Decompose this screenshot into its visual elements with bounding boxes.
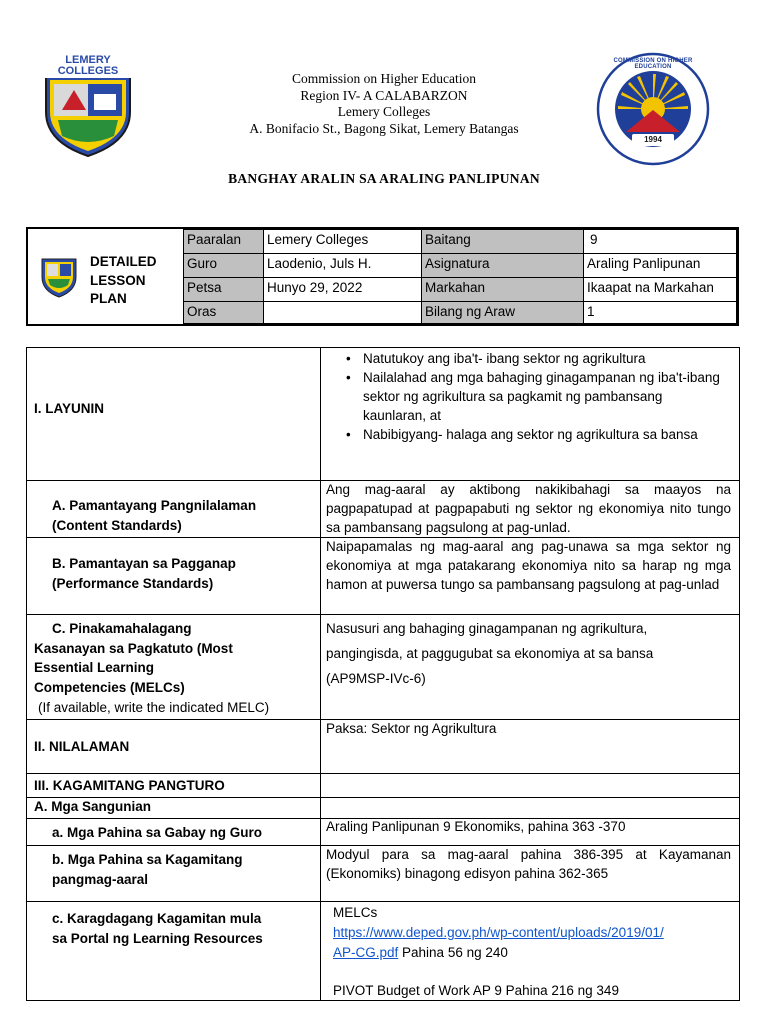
portal-value-line-4: PIVOT Budget of Work AP 9 Pahina 216 ng 349 bbox=[333, 983, 619, 998]
info-value-markahan: Ikaapat na Markahan bbox=[583, 277, 737, 302]
kagamitang-mag-aaral-label-line-1: b. Mga Pahina sa Kagamitang bbox=[52, 852, 243, 867]
dlp-line-1: DETAILED bbox=[90, 254, 157, 269]
letterhead-line-3: Lemery Colleges bbox=[337, 104, 431, 119]
row-divider bbox=[27, 773, 739, 774]
document-title: BANGHAY ARALIN SA ARALING PANLIPUNAN bbox=[228, 171, 540, 186]
info-label-bilang-ng-araw: Bilang ng Araw bbox=[421, 301, 584, 324]
content-standards-label-line-2: (Content Standards) bbox=[52, 517, 182, 533]
info-value-petsa: Hunyo 29, 2022 bbox=[263, 277, 422, 302]
portal-label-line-1: c. Karagdagang Kagamitan mula bbox=[52, 911, 262, 926]
info-label-petsa: Petsa bbox=[183, 277, 264, 302]
ched-seal-year: 1994 bbox=[644, 135, 662, 144]
melcs-note: (If available, write the indicated MELC) bbox=[38, 700, 270, 715]
info-logo-cell bbox=[28, 229, 183, 324]
letterhead-line-2: Region IV- A CALABARZON bbox=[300, 87, 468, 103]
melcs-value-line-3: (AP9MSP-IVc-6) bbox=[326, 671, 426, 686]
row-divider bbox=[27, 901, 739, 902]
info-label-markahan: Markahan bbox=[421, 277, 584, 302]
objective-item: • Natutukoy ang iba't- ibang sektor ng agrikultura bbox=[338, 349, 723, 368]
info-label-guro: Guro bbox=[183, 253, 264, 278]
content-standards-value: Ang mag-aaral ay aktibong nakikibahagi sa maayos na pagpapatupad at pagpapabuti ng sektor ng ekonomiya nito tungo sa pambansang pagsulong at pag-unlad. bbox=[326, 482, 731, 535]
melcs-label-line-2: Kasanayan sa Pagkatuto (Most bbox=[34, 640, 233, 656]
nilalaman-label: II. NILALAMAN bbox=[34, 739, 130, 754]
portal-value bbox=[333, 903, 733, 1001]
melcs-label-line-4: Competencies (MELCs) bbox=[34, 679, 185, 695]
melcs-value-line-1: Nasusuri ang bahaging ginagampanan ng agrikultura, bbox=[326, 621, 648, 636]
kagamitang-mag-aaral-label bbox=[52, 850, 243, 889]
small-lemery-logo bbox=[38, 247, 80, 299]
performance-standards-value: Naipapamalas ng mag-aaral ang pag-unawa sa mga sektor ng ekonomiya at mga patakarang ekonomiya nito sa harap ng mga hamon at puwersa tungo sa pambansang pagsulong at pag-unlad bbox=[326, 539, 731, 592]
lesson-plan-table bbox=[26, 347, 740, 1001]
sanggunian-label: A. Mga Sangunian bbox=[34, 799, 152, 814]
info-value-oras bbox=[263, 301, 422, 324]
dlp-line-3: PLAN bbox=[90, 291, 127, 306]
info-value-bilang-ng-araw: 1 bbox=[583, 301, 737, 324]
info-label-oras: Oras bbox=[183, 301, 264, 324]
column-divider bbox=[320, 348, 321, 1000]
melcs-label-line-1: C. Pinakamahalagang bbox=[52, 621, 192, 636]
portal-value-line-1: MELCs bbox=[333, 905, 378, 920]
kagamitang-mag-aaral-label-line-2: pangmag-aaral bbox=[52, 871, 149, 887]
portal-label-line-2: sa Portal ng Learning Resources bbox=[52, 930, 263, 946]
gabay-label: a. Mga Pahina sa Gabay ng Guro bbox=[52, 825, 263, 840]
portal-label bbox=[52, 909, 263, 948]
melcs-link-continued[interactable]: AP-CG.pdf bbox=[333, 945, 399, 960]
info-label-baitang: Baitang bbox=[421, 229, 584, 254]
content-standards-label-line-1: A. Pamantayang Pangnilalaman bbox=[52, 498, 257, 513]
melcs-link[interactable]: https://www.deped.gov.ph/wp-content/uploads/2019/01/ bbox=[333, 925, 664, 940]
info-value-paaralan: Lemery Colleges bbox=[263, 229, 422, 254]
nilalaman-value: Paksa: Sektor ng Agrikultura bbox=[326, 721, 497, 736]
dlp-label bbox=[90, 253, 157, 309]
lesson-info-table bbox=[26, 227, 739, 326]
info-label-paaralan: Paaralan bbox=[183, 229, 264, 254]
melcs-label bbox=[34, 619, 269, 719]
letterhead-line-1: Commission on Higher Education bbox=[291, 71, 477, 86]
portal-link-line-2 bbox=[333, 943, 733, 963]
letterhead-line-4: A. Bonifacio St., Bagong Sikat, Lemery Batangas bbox=[249, 120, 519, 136]
row-divider bbox=[27, 614, 739, 615]
info-value-asignatura: Araling Panlipunan bbox=[583, 253, 737, 278]
layunin-label: I. LAYUNIN bbox=[34, 401, 105, 416]
objective-item: • Nabibigyang- halaga ang sektor ng agrikultura sa bansa bbox=[338, 425, 723, 444]
kagamitang-mag-aaral-value: Modyul para sa mag-aaral pahina 386-395 at Kayamanan (Ekonomiks) binagong edisyon pahina 362-365 bbox=[326, 847, 731, 881]
kagamitan-label: III. KAGAMITANG PANGTURO bbox=[34, 778, 225, 793]
melcs-value-line-2: pangingisda, at paggugubat sa ekonomiya at sa bansa bbox=[326, 646, 654, 661]
performance-standards-label-line-1: B. Pamantayan sa Pagganap bbox=[52, 556, 236, 571]
dlp-line-2: LESSON bbox=[90, 272, 146, 288]
performance-standards-label bbox=[52, 554, 236, 593]
gabay-value: Araling Panlipunan 9 Ekonomiks, pahina 363 -370 bbox=[326, 819, 626, 834]
melcs-value bbox=[326, 616, 731, 691]
objective-item: • Nailalahad ang mga bahaging ginagampanan ng iba't-ibang sektor ng agrikultura sa pagkamit ng pambansang kaunlaran, at bbox=[338, 368, 723, 425]
layunin-objectives bbox=[338, 349, 723, 444]
lemery-logo-text: LEMERY COLLEGES bbox=[57, 54, 119, 77]
portal-link-suffix: Pahina 56 ng 240 bbox=[398, 945, 508, 960]
content-standards-label bbox=[52, 496, 256, 535]
info-value-guro: Laodenio, Juls H. bbox=[263, 253, 422, 278]
performance-standards-label-line-2: (Performance Standards) bbox=[52, 575, 214, 591]
info-value-baitang: 9 bbox=[583, 229, 737, 254]
info-label-asignatura: Asignatura bbox=[421, 253, 584, 278]
ched-seal-text: COMMISSION ON HIGHER EDUCATION bbox=[613, 58, 693, 70]
letterhead bbox=[0, 71, 768, 137]
melcs-label-line-3: Essential Learning bbox=[34, 660, 155, 675]
portal-link-line bbox=[333, 923, 733, 943]
